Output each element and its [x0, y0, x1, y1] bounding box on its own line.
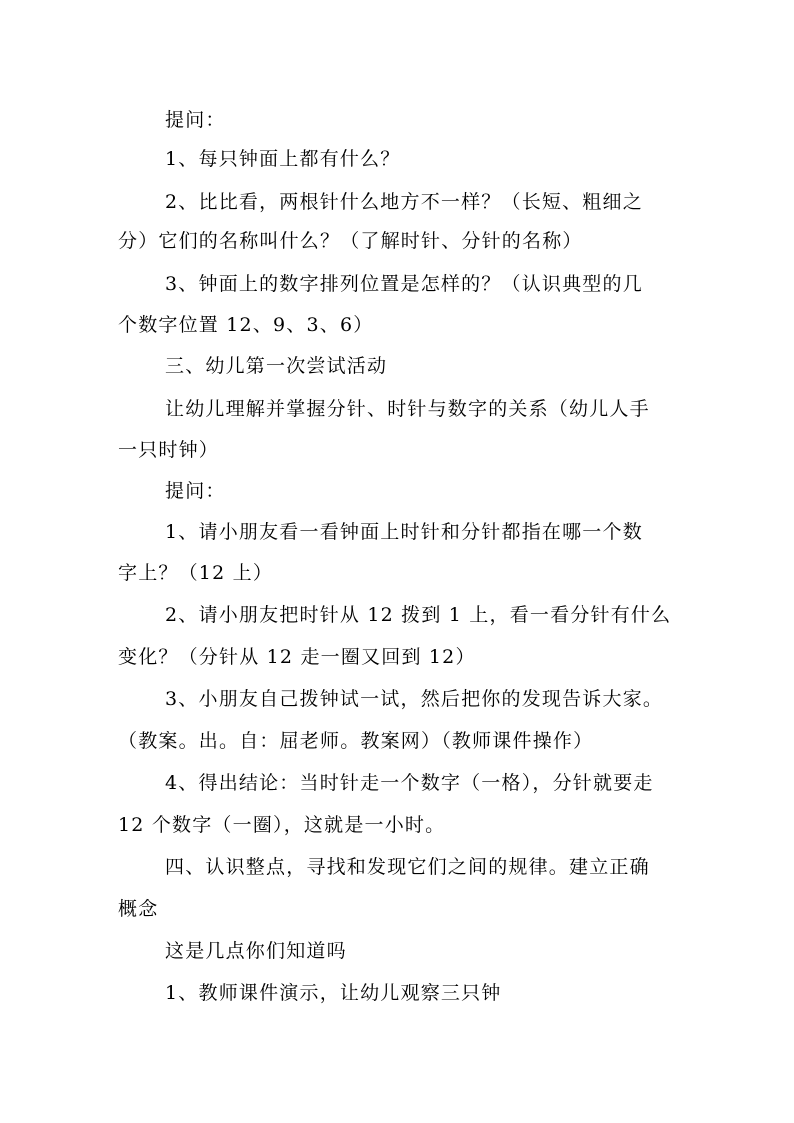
paragraph-line: 4、得出结论：当时针走一个数字（一格），分针就要走 [165, 772, 654, 794]
paragraph-line: 3、钟面上的数字排列位置是怎样的？（认识典型的几 [165, 273, 643, 295]
paragraph-line: 3、小朋友自己拨钟试一试，然后把你的发现告诉大家。 [165, 688, 664, 710]
paragraph-line: 变化？（分针从 12 走一圈又回到 12） [118, 646, 476, 668]
paragraph-line: 字上？（12 上） [118, 562, 274, 584]
paragraph-line: 2、请小朋友把时针从 12 拨到 1 上，看一看分针有什么 [165, 604, 672, 626]
paragraph-line: 提问： [165, 480, 226, 502]
paragraph-line: 2、比比看，两根针什么地方不一样？（长短、粗细之 [165, 191, 643, 213]
paragraph-line: 分）它们的名称叫什么？（了解时针、分针的名称） [118, 230, 583, 252]
paragraph-line: 12 个数字（一圈），这就是一小时。 [118, 814, 446, 836]
paragraph-line: 这是几点你们知道吗 [165, 940, 347, 962]
paragraph-line: （教案。出。自：屈老师。教案网）（教师课件操作） [118, 730, 594, 752]
paragraph-line: 概念 [118, 898, 159, 920]
paragraph-line: 1、教师课件演示，让幼儿观察三只钟 [165, 982, 502, 1004]
paragraph-line: 1、请小朋友看一看钟面上时针和分针都指在哪一个数 [165, 521, 643, 543]
section-heading: 四、认识整点，寻找和发现它们之间的规律。建立正确 [165, 856, 650, 878]
paragraph-line: 一只时钟） [118, 439, 220, 461]
section-heading: 三、幼儿第一次尝试活动 [165, 355, 388, 377]
paragraph-line: 个数字位置 12、9、3、6） [118, 314, 374, 336]
paragraph-line: 1、每只钟面上都有什么？ [165, 148, 401, 170]
paragraph-line: 提问： [165, 109, 226, 131]
paragraph-line: 让幼儿理解并掌握分针、时针与数字的关系（幼儿人手 [165, 398, 650, 420]
